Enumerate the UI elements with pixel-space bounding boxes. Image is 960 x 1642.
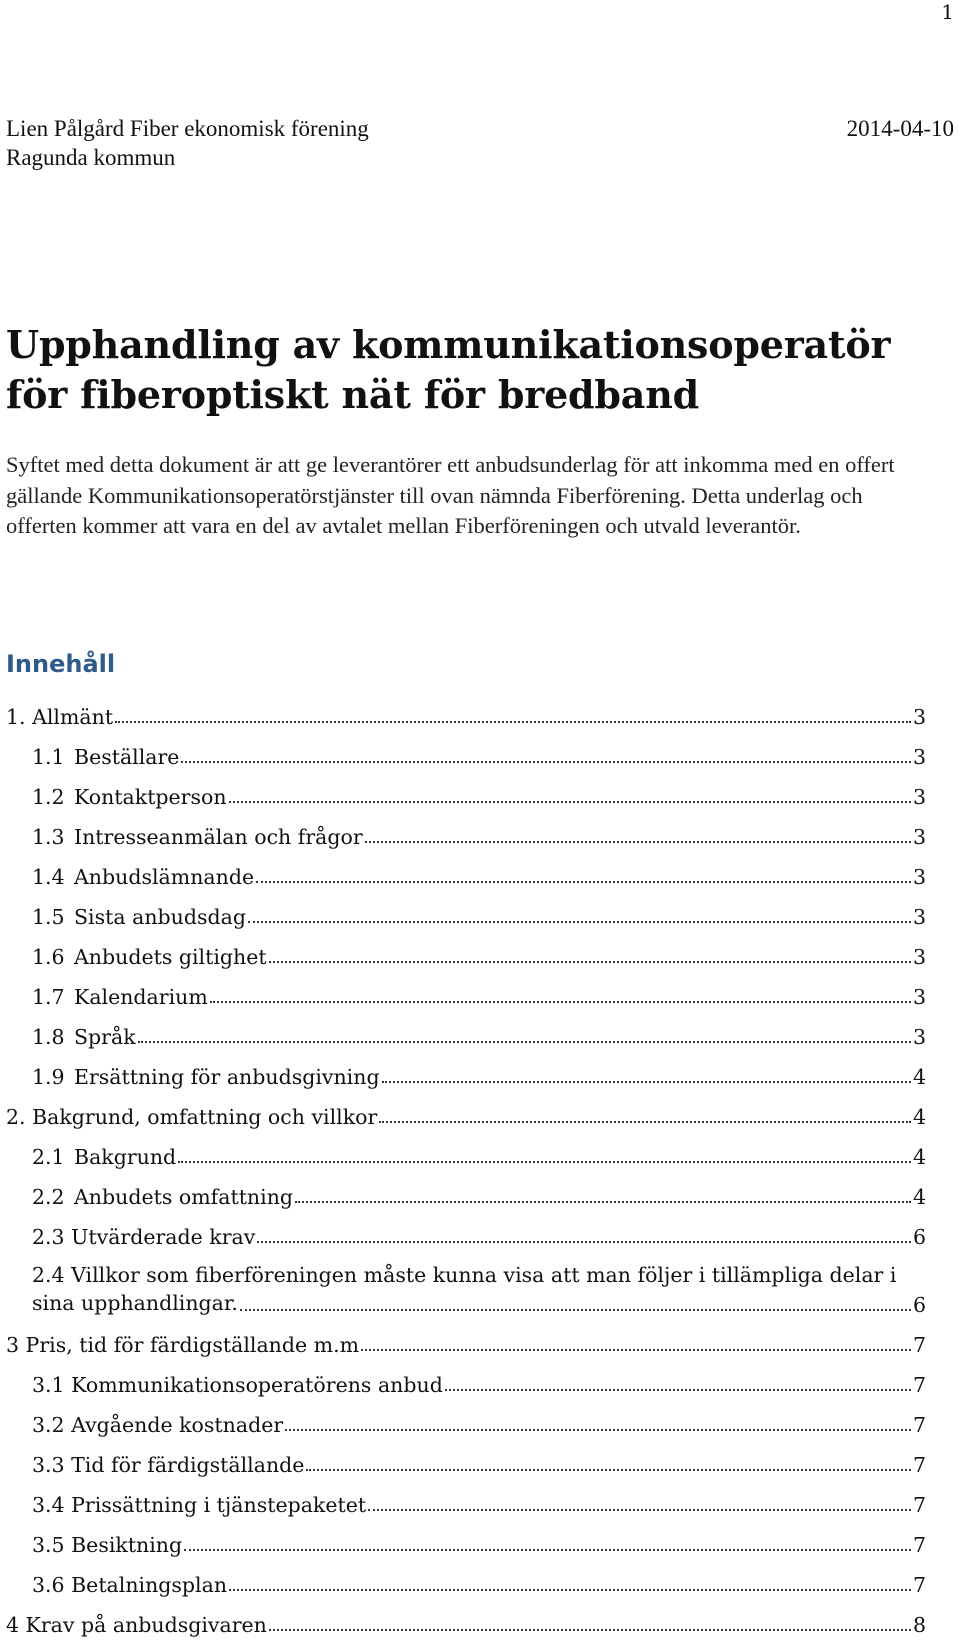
toc-entry-label: 4 Krav på anbudsgivaren [6, 1613, 267, 1637]
toc-entry-text [32, 1493, 366, 1517]
toc-entry-page: 3 [912, 1025, 926, 1049]
toc-entry[interactable] [6, 1054, 926, 1094]
toc-entry-page: 3 [912, 785, 926, 809]
toc-entry-label: Anbudets giltighet [74, 945, 267, 969]
toc-entry-label: 3.2 Avgående kostnader [32, 1413, 284, 1437]
toc-leader-dots [184, 1549, 911, 1551]
toc-entry[interactable] [6, 1562, 926, 1602]
toc-entry-text [32, 785, 227, 809]
toc-entry-label: 1. Allmänt [6, 705, 114, 729]
toc-entry-label: Kontaktperson [74, 785, 227, 809]
toc-entry[interactable] [6, 814, 926, 854]
toc-entry[interactable] [6, 1322, 926, 1362]
toc-leader-dots [257, 1241, 911, 1243]
toc-entry-page: 7 [912, 1373, 926, 1397]
toc-entry-page: 6 [912, 1225, 926, 1249]
toc-entry-text [6, 1613, 267, 1637]
toc-entry-number: 1.5 [32, 905, 65, 929]
toc-entry-text [32, 905, 246, 929]
toc-entry-text [32, 1533, 182, 1557]
toc-leader-dots [379, 1121, 911, 1123]
toc-entry-label: Språk [74, 1025, 136, 1049]
toc-entry[interactable] [6, 1482, 926, 1522]
toc-entry-text [32, 1065, 380, 1089]
toc-leader-dots [240, 1309, 911, 1311]
toc-entry-number: 2.1 [32, 1145, 65, 1169]
toc-entry[interactable] [6, 1094, 926, 1134]
municipality-name: Ragunda kommun [6, 145, 176, 170]
toc-entry-page: 7 [912, 1413, 926, 1437]
toc-entry-page: 4 [912, 1185, 926, 1209]
toc-entry-text [32, 1145, 176, 1169]
organization-name: Lien Pålgård Fiber ekonomisk förening [6, 116, 369, 141]
toc-entry-label: 3 Pris, tid för färdigställande m.m [6, 1333, 360, 1357]
toc-leader-dots [229, 1589, 911, 1591]
toc-entry-number: 1.4 [32, 865, 65, 889]
toc-leader-dots [295, 1201, 911, 1203]
toc-entry-text [32, 1025, 136, 1049]
toc-entry-text [32, 945, 267, 969]
toc-entry-label: 2. Bakgrund, omfattning och villkor [6, 1105, 378, 1129]
document-date: 2014-04-10 [846, 116, 954, 141]
toc-entry-text [32, 745, 179, 769]
toc-entry[interactable] [6, 1522, 926, 1562]
page-title: Upphandling av kommunikationsoperatör för fiberoptiskt nät för bredband [6, 322, 891, 417]
toc-entry[interactable] [6, 694, 926, 734]
toc-leader-dots [285, 1429, 911, 1431]
toc-leader-dots [210, 1001, 911, 1003]
toc-entry-number: 1.1 [32, 745, 65, 769]
toc-entry-page: 7 [912, 1573, 926, 1597]
toc-leader-dots [361, 1349, 911, 1351]
toc-entry-text [32, 825, 363, 849]
toc-entry-number: 1.7 [32, 985, 65, 1009]
toc-entry-page: 3 [912, 825, 926, 849]
toc-entry-label: Intresseanmälan och frågor [74, 825, 363, 849]
toc-entry[interactable] [6, 1214, 926, 1254]
toc-entry[interactable] [6, 894, 926, 934]
toc-leader-dots [229, 801, 911, 803]
toc-leader-dots [256, 881, 911, 883]
toc-entry-text [6, 1333, 359, 1357]
toc-entry-text [32, 1373, 443, 1397]
toc-entry-page: 3 [912, 865, 926, 889]
toc-entry[interactable] [6, 1174, 926, 1214]
toc-leader-dots [181, 761, 911, 763]
toc-entry-page: 3 [912, 745, 926, 769]
toc-entry-label: Beställare [74, 745, 180, 769]
toc-entry-page: 7 [912, 1333, 926, 1357]
toc-entry-label: 3.5 Besiktning [32, 1533, 183, 1557]
toc-entry-page: 3 [912, 945, 926, 969]
toc-entry[interactable] [6, 1402, 926, 1442]
toc-entry-label: Sista anbudsdag [74, 905, 246, 929]
toc-leader-dots [306, 1469, 911, 1471]
toc-entry[interactable] [6, 974, 926, 1014]
toc-entry[interactable] [6, 1362, 926, 1402]
toc-entry[interactable] [6, 854, 926, 894]
intro-paragraph: Syftet med detta dokument är att ge leverantörer ett anbudsunderlag för att inkomma med en offert gällande Kommunikationsoperatörstjänster till ovan nämnda Fiberförening. Detta underlag och offerten kommer att vara en del av avtalet mellan Fiberföreningen och utvald leverantör. [6, 452, 895, 538]
toc-entry-text [32, 1573, 227, 1597]
toc-entry-page: 3 [912, 905, 926, 929]
toc-entry-label: 3.4 Prissättning i tjänstepaketet [32, 1493, 367, 1517]
toc-entry-page: 7 [912, 1453, 926, 1477]
toc-entry-label: Bakgrund [74, 1145, 177, 1169]
toc-entry-label: 2.4 Villkor som fiberföreningen måste kunna visa att man följer i tillämpliga delar i [32, 1263, 897, 1287]
toc-leader-dots [445, 1389, 911, 1391]
toc-entry-text [6, 1105, 377, 1129]
toc-entry[interactable] [6, 1602, 926, 1642]
toc-entry[interactable] [6, 774, 926, 814]
toc-entry-label: 3.1 Kommunikationsoperatörens anbud [32, 1373, 443, 1397]
toc-entry-page: 4 [912, 1105, 926, 1129]
toc-leader-dots [269, 1629, 911, 1631]
toc-entry-number: 1.8 [32, 1025, 65, 1049]
toc-entry-text [32, 1453, 304, 1477]
toc-leader-dots [365, 841, 911, 843]
toc-entry-page: 3 [912, 985, 926, 1009]
toc-entry-text [6, 705, 113, 729]
toc-entry-text [32, 1185, 293, 1209]
toc-entry-page: 8 [912, 1613, 926, 1637]
toc-entry-number: 1.6 [32, 945, 65, 969]
toc-entry[interactable] [6, 1254, 926, 1322]
toc-entry[interactable] [6, 1442, 926, 1482]
toc-entry-text [32, 865, 254, 889]
toc-entry-label: Anbudslämnande [74, 865, 255, 889]
toc-entry-text [32, 1413, 283, 1437]
toc-leader-dots [382, 1081, 911, 1083]
toc-entry-number: 2.2 [32, 1185, 65, 1209]
toc-entry[interactable] [6, 1134, 926, 1174]
toc-entry-text [32, 985, 208, 1009]
toc-entry-page: 6 [912, 1293, 926, 1317]
toc-entry-label: 2.3 Utvärderade krav [32, 1225, 256, 1249]
toc-entry-label: Kalendarium [74, 985, 208, 1009]
toc-entry-page: 4 [912, 1145, 926, 1169]
toc-entry-page: 3 [912, 705, 926, 729]
toc-leader-dots [248, 921, 911, 923]
toc-leader-dots [178, 1161, 911, 1163]
toc-entry-page: 7 [912, 1493, 926, 1517]
table-of-contents [6, 694, 926, 1642]
toc-entry-label: 3.3 Tid för färdigställande [32, 1453, 305, 1477]
toc-leader-dots [269, 961, 911, 963]
toc-entry-label-continued: sina upphandlingar. [32, 1291, 238, 1315]
toc-entry-number: 1.3 [32, 825, 65, 849]
toc-entry[interactable] [6, 1014, 926, 1054]
toc-entry[interactable] [6, 934, 926, 974]
document-header [6, 114, 954, 172]
toc-leader-dots [115, 721, 911, 723]
toc-entry-page: 4 [912, 1065, 926, 1089]
toc-leader-dots [138, 1041, 911, 1043]
toc-entry[interactable] [6, 734, 926, 774]
toc-entry-page: 7 [912, 1533, 926, 1557]
toc-entry-label: Anbudets omfattning [74, 1185, 294, 1209]
toc-entry-label: Ersättning för anbudsgivning [74, 1065, 380, 1089]
toc-entry-text [32, 1225, 255, 1249]
page-number: 1 [941, 0, 954, 24]
toc-heading: Innehåll [6, 650, 116, 678]
toc-entry-label: 3.6 Betalningsplan [32, 1573, 228, 1597]
toc-entry-number: 1.2 [32, 785, 65, 809]
toc-entry-number: 1.9 [32, 1065, 65, 1089]
toc-leader-dots [368, 1509, 911, 1511]
